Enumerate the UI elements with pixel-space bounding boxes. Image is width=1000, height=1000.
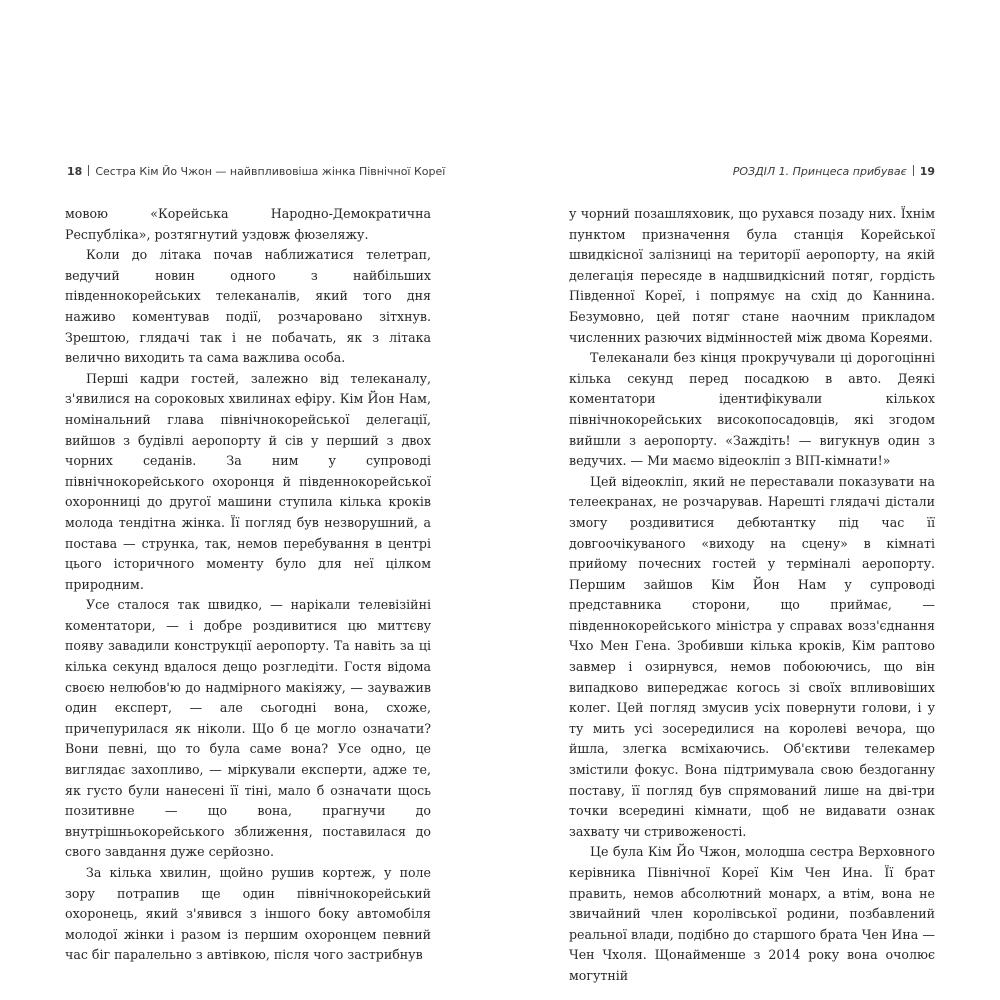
paragraph: Усе сталося так швидко, — нарікали телевізійні коментатори, — і добре роздивитися цю миттєву появу завадили конструкції аеропорту. Та навіть за ці кілька секунд вдалося дещо розгледіти. Гостя відома своєю нелюбов'ю до надмірного макіяжу, — зауважив один експерт, — але сьогодні вона, схоже, причепурилася як ніколи. Що б це могло означати? Вони певні, що то була саме вона? Усе одно, це виглядає захопливо, — міркували експерти, адже те, як густо були нанесені її тіні, мало б означати щось позитивне — що вона, прагнучи до внутрішньокорейського зближення, поставилася до свого завдання дуже серйозно. <box>65 597 431 860</box>
running-title: Сестра Кім Йо Чжон — найвпливовіша жінка Північної Кореї <box>95 165 446 178</box>
paragraph: у чорний позашляховик, що рухався позаду них. Їхнім пунктом призначення була станція Корейської швидкісної залізниці на території аеропорту, на якій делегація пересяде в надшвидкісний потяг, гордість Південної Кореї, і попрямує на схід до Каннина. Безумовно, цей потяг стане наочним прикладом численних разючих відмінностей між двома Кореями. <box>569 206 935 345</box>
page-number-right: 19 <box>919 165 935 178</box>
right-page-body <box>569 204 935 987</box>
left-page-body <box>65 204 431 966</box>
paragraph: Телеканали без кінця прокручували ці дорогоцінні кілька секунд перед посадкою в авто. Деякі коментатори ідентифікували кількох північнокорейських високопосадовців, які згодом вийшли з аеропорту. «Заждіть! — вигукнув один з ведучих. — Ми маємо відеокліп з ВІП-кімнати!» <box>569 350 935 469</box>
paragraph: мовою «Корейська Народно-Демократична Республіка», розтягнутий уздовж фюзеляжу. <box>65 206 431 242</box>
paragraph: Це була Кім Йо Чжон, молодша сестра Верховного керівника Північної Кореї Кім Чен Ина. Її брат править, немов абсолютний монарх, а втім, вона не звичайний член королівської родини, позбавлений реальної влади, подібно до старшого брата Чен Ина — Чен Чхоля. Щонайменше з 2014 року вона очолює могутній <box>569 844 935 983</box>
page-number-left: 18 <box>67 165 83 178</box>
paragraph: Перші кадри гостей, залежно від телеканалу, з'явилися на сороковых хвилинах ефіру. Кім Йон Нам, номінальний глава північнокорейської делегації, вийшов з будівлі аеропорту й сів у перший з двох чорних седанів. За ним у супроводі північнокорейського охоронця й південнокорейської охоронниці до другої машини ступила кілька кроків молода тендітна жінка. Її погляд був незворушний, а постава — струнка, так, немов перебування в центрі цього історичного моменту було для неї цілком природним. <box>65 370 431 592</box>
chapter-title: РОЗДІЛ 1. Принцеса прибуває <box>732 165 907 178</box>
paragraph: Коли до літака почав наближатися телетрап, ведучий новин одного з найбільших південнокорейських телеканалів, який того дня наживо коментував події, розчаровано зітхнув. Зрештою, глядачі так і не побачать, як з літака велично виходить та сама важлива особа. <box>65 247 431 366</box>
header-divider <box>88 165 89 176</box>
paragraph: За кілька хвилин, щойно рушив кортеж, у поле зору потрапив ще один північнокорейський охоронець, який з'явився з іншого боку автомобіля молодої жінки і разом із першим охоронцем певний час біг паралельно з автівкою, після чого застрибнув <box>65 865 431 963</box>
header-divider <box>913 165 914 176</box>
running-header-left <box>67 165 445 178</box>
running-header-right <box>733 165 935 178</box>
paragraph: Цей відеокліп, який не переставали показувати на телеекранах, не розчарував. Нарешті глядачі дістали змогу роздивитися дебютантку під час її довгоочікуваного «виходу на сцену» в кімнаті прийому почесних гостей у терміналі аеропорту. Першим зайшов Кім Йон Нам у супроводі представника сторони, що приймає, — південнокорейського міністра у справах возз'єднання Чхо Мен Гена. Зробивши кілька кроків, Кім раптово завмер і озирнувся, немов побоюючись, що він випадково випереджає когось зі своїх впливовіших колег. Цей погляд змусив усіх повернути голови, і у ту мить усі зосередилися на королеві вечора, що йшла, злегка всміхаючись. Об'єктиви телекамер змістили фокус. Вона підтримувала свою бездоганну поставу, її погляд був спрямований лише на дві-три точки всередині кімнати, щоб не видавати ознак захвату чи стривоженості. <box>569 473 935 839</box>
